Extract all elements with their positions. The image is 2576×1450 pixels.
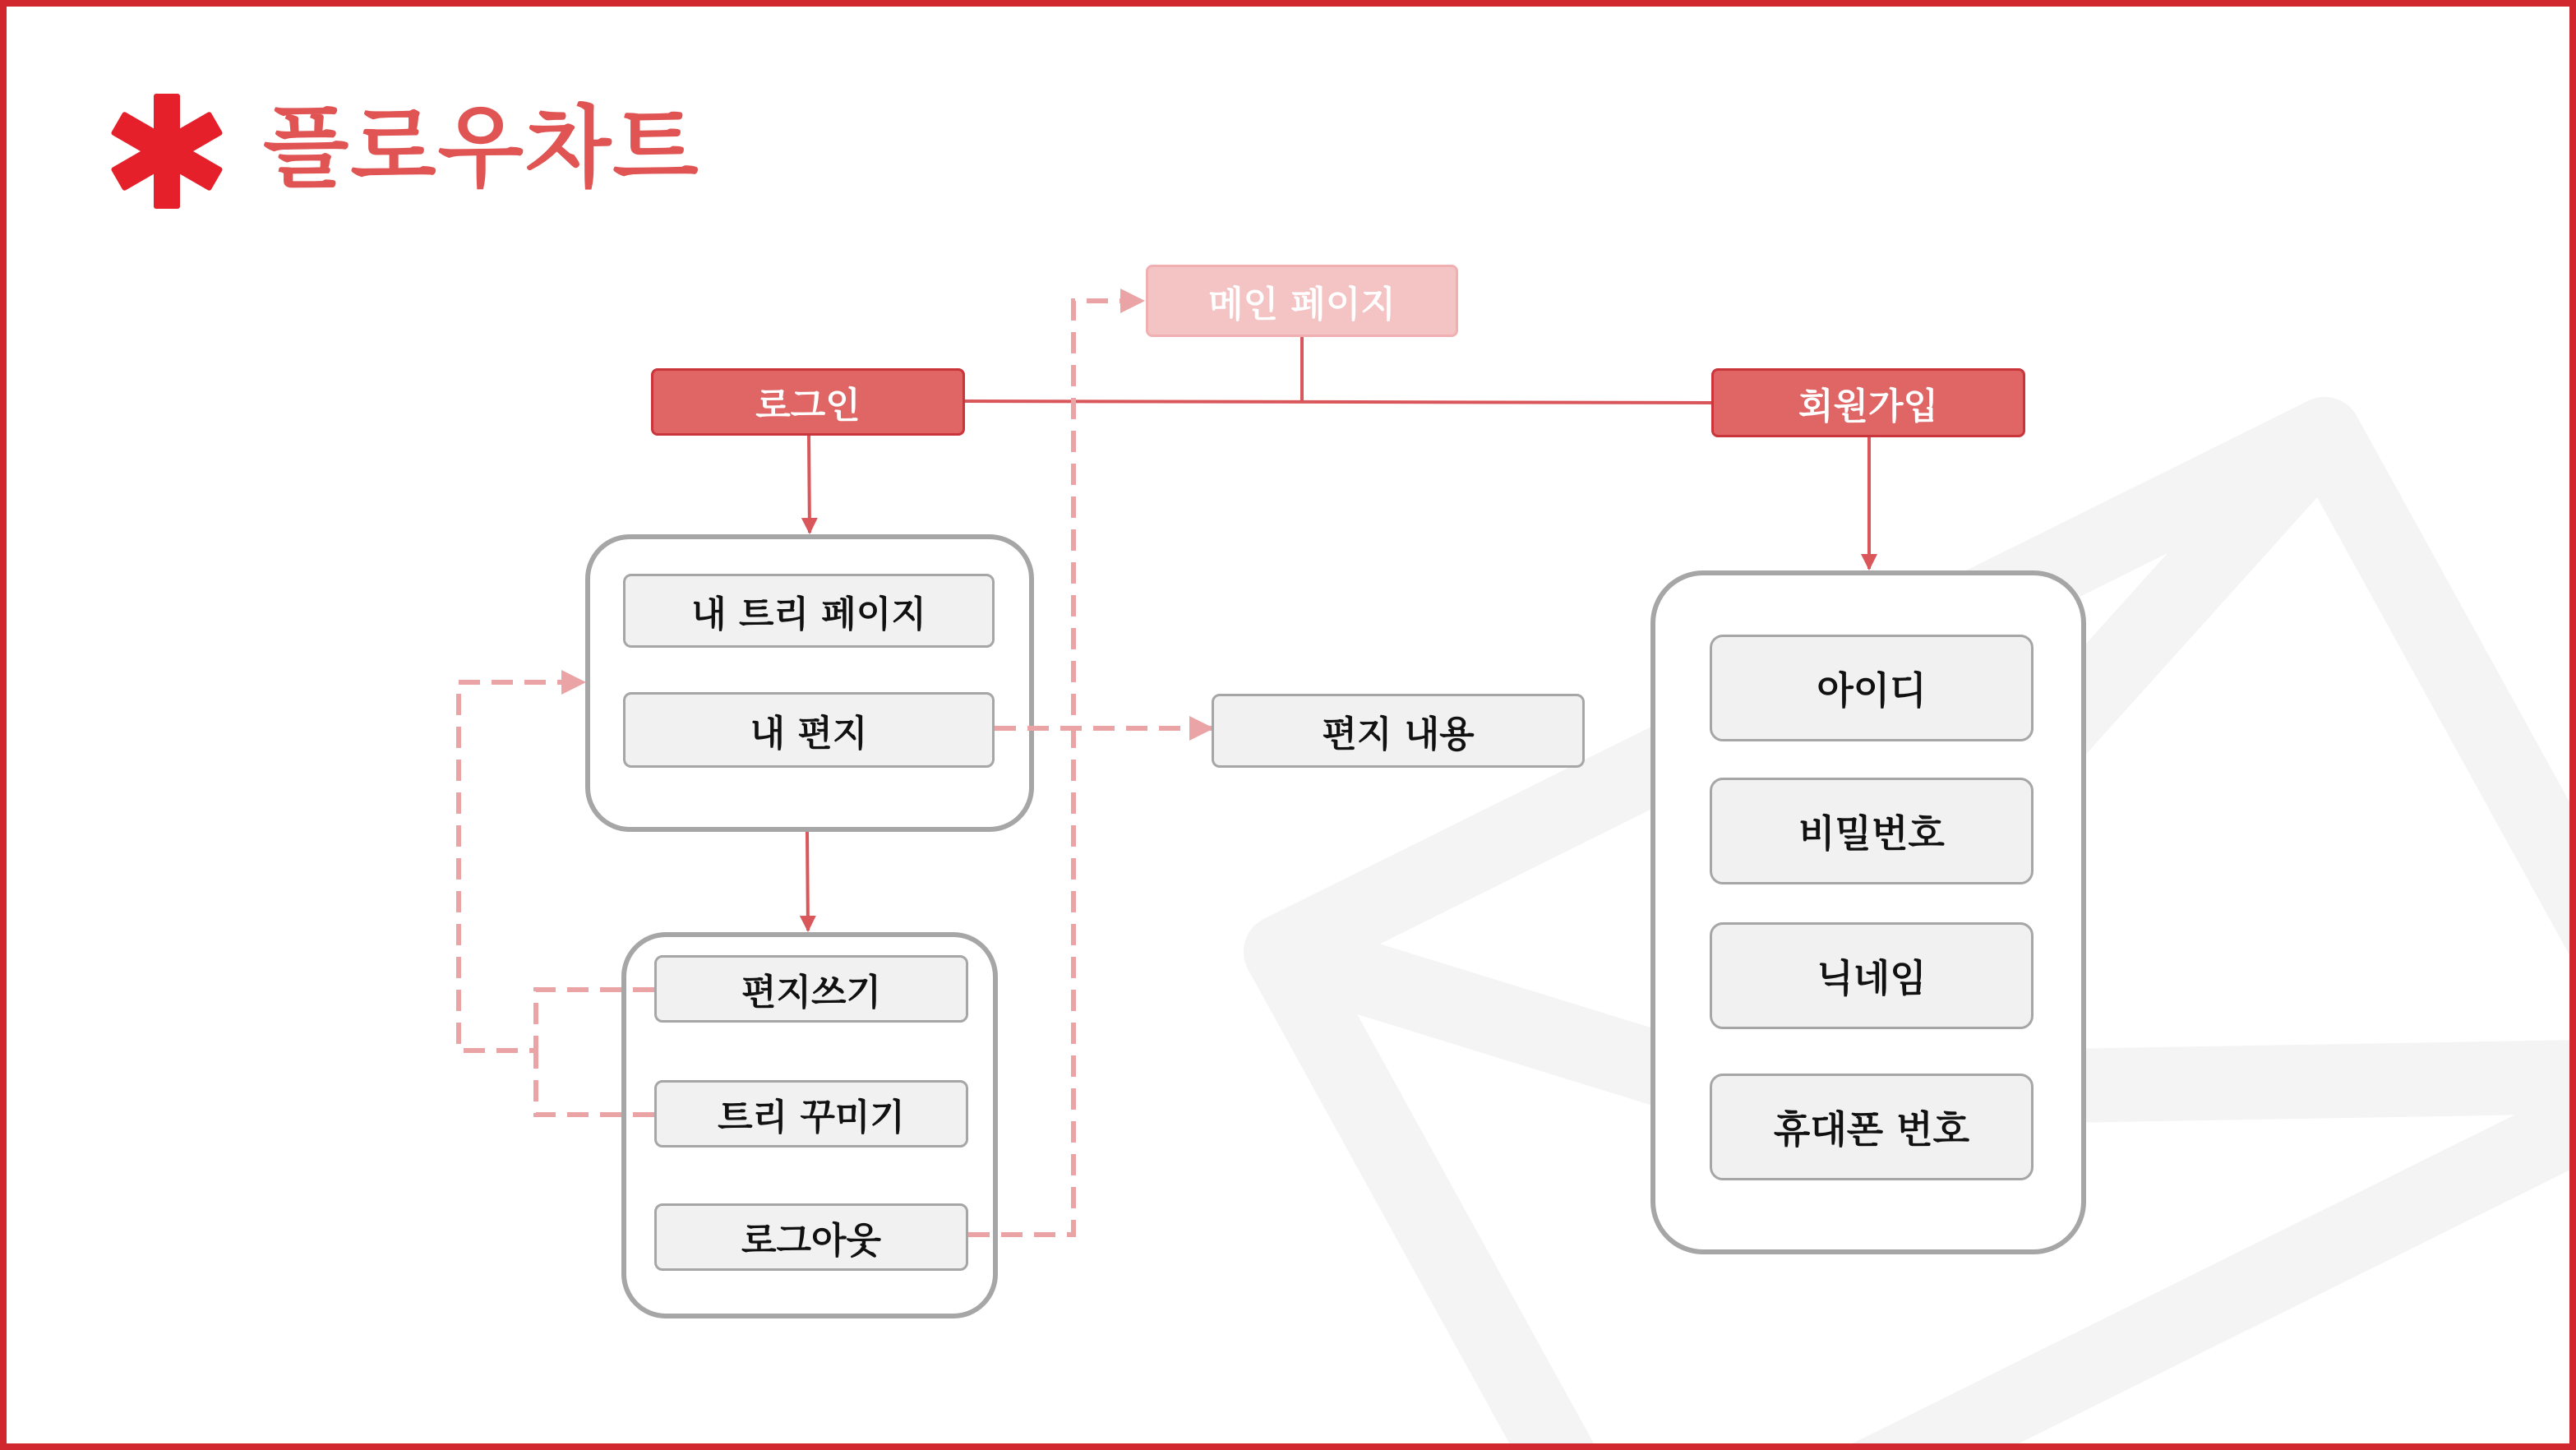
decorate-to-write-connector [536, 1051, 654, 1115]
logout-node[interactable]: 로그아웃 [654, 1203, 968, 1271]
phone-number-node[interactable]: 휴대폰 번호 [1710, 1074, 2034, 1180]
user-id-node[interactable]: 아이디 [1710, 635, 2034, 741]
login-to-my-tree-arrow [809, 434, 810, 533]
logout-to-main-page-arrow [968, 301, 1143, 1235]
my-tree-to-write-menu-arrow [807, 832, 808, 930]
main-page-node[interactable]: 메인 페이지 [1146, 265, 1458, 337]
write-letter-node[interactable]: 편지쓰기 [654, 955, 968, 1023]
my-tree-page-node[interactable]: 내 트리 페이지 [623, 574, 995, 648]
page-title: 플로우차트 [263, 97, 700, 200]
letter-content-node[interactable]: 편지 내용 [1212, 694, 1585, 768]
password-node[interactable]: 비밀번호 [1710, 778, 2034, 884]
nickname-node[interactable]: 닉네임 [1710, 922, 2034, 1029]
decorate-tree-node[interactable]: 트리 꾸미기 [654, 1080, 968, 1148]
my-letters-node[interactable]: 내 편지 [623, 692, 995, 768]
signup-node[interactable]: 회원가입 [1711, 368, 2025, 437]
login-node[interactable]: 로그인 [651, 368, 965, 436]
